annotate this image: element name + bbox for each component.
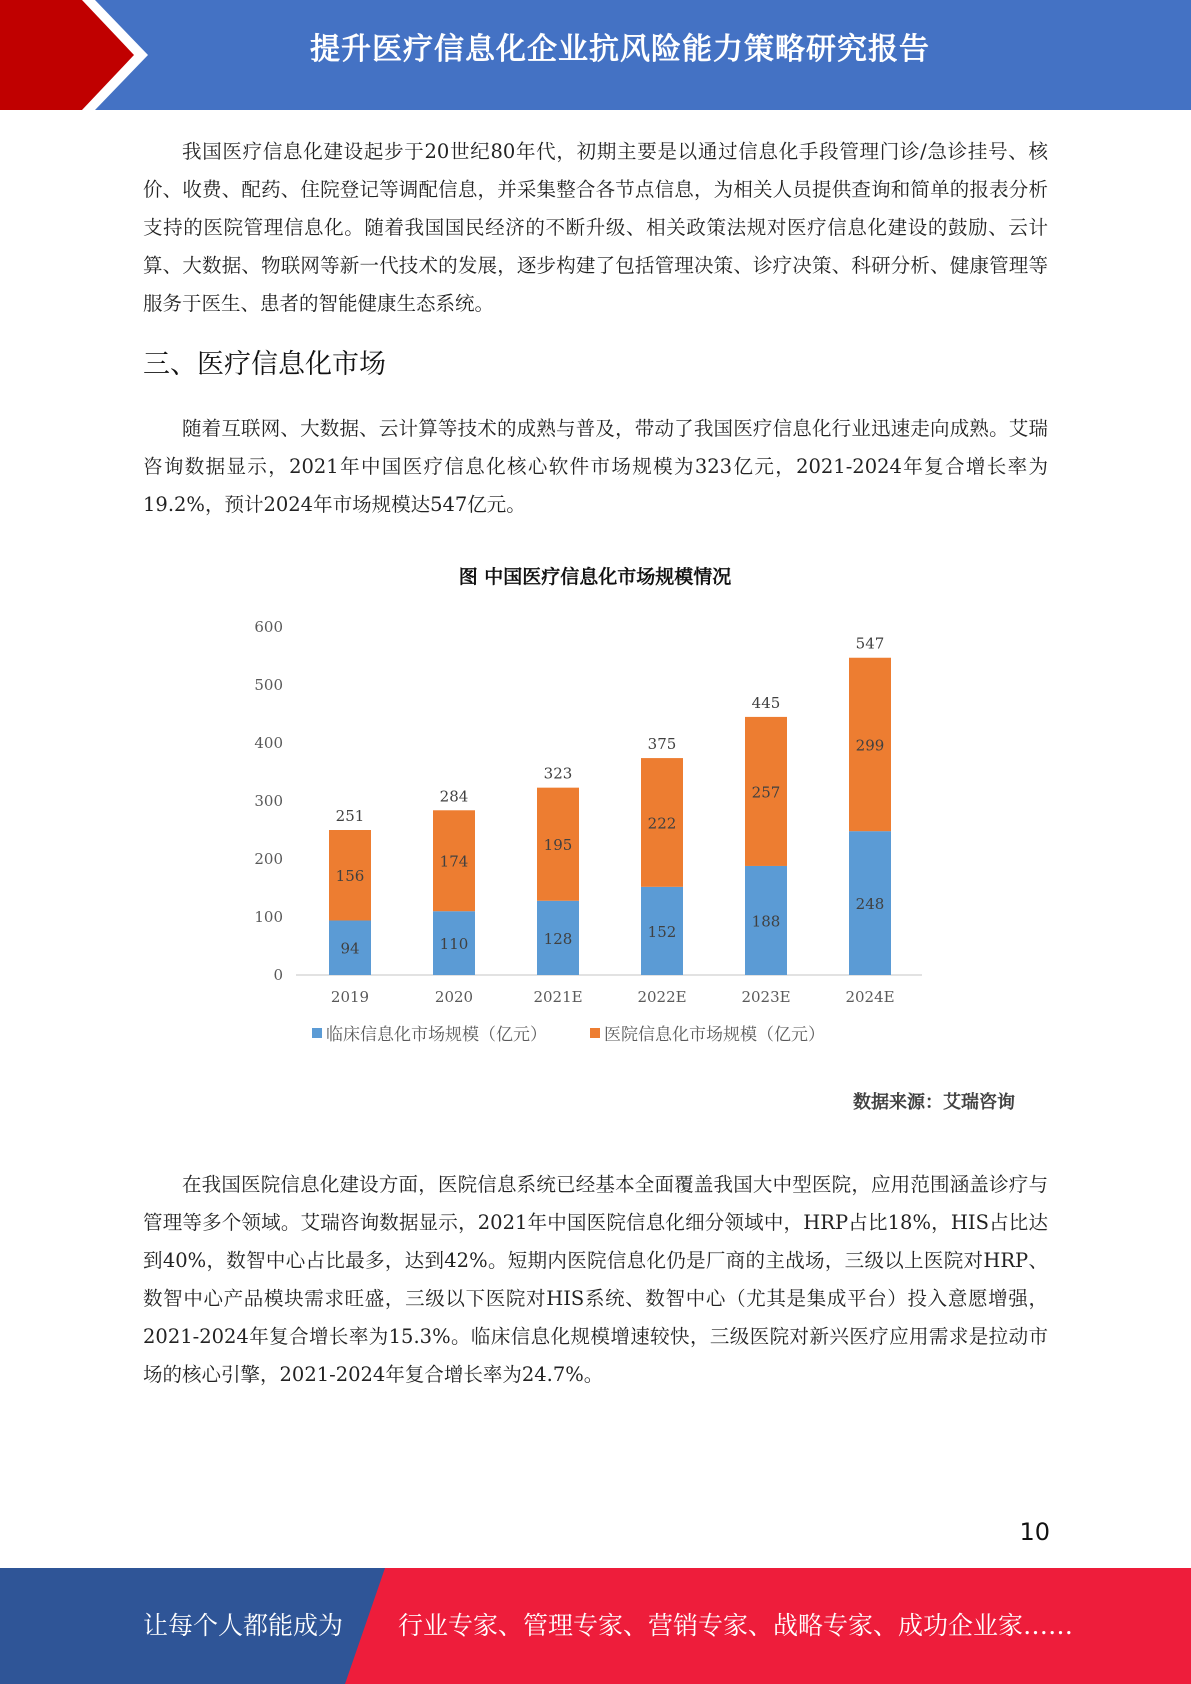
bar-value-label: 222 xyxy=(647,814,677,833)
section-heading: 三、医疗信息化市场 xyxy=(143,349,386,380)
x-tick-label: 2022E xyxy=(637,988,687,1006)
data-source-note: 数据来源：艾瑞咨询 xyxy=(853,1092,1015,1113)
paragraph-history: 我国医疗信息化建设起步于20世纪80年代，初期主要是以通过信息化手段管理门诊/急诊挂号、核价、收费、配药、住院登记等调配信息，并采集整合各节点信息，为相关人员提供查询和简单的报表分析支持的医院管理信息化。随着我国国民经济的不断升级、相关政策法规对医疗信息化建设的鼓励、云计算、大数据、物联网等新一代技术的发展，逐步构建了包括管理决策、诊疗决策、科研分析、健康管理等服务于医生、患者的智能健康生态系统。 xyxy=(143,140,1048,315)
x-tick-label: 2020 xyxy=(434,988,474,1006)
y-tick-label: 300 xyxy=(254,792,283,810)
y-tick-label: 600 xyxy=(254,618,283,636)
x-tick-label: 2019 xyxy=(330,988,370,1006)
page-footer xyxy=(0,1568,1191,1684)
bar-value-label: 128 xyxy=(543,929,573,948)
page-number: 10 xyxy=(1019,1518,1050,1546)
bar-total-label: 323 xyxy=(543,764,573,783)
bar-total-label: 445 xyxy=(751,693,781,712)
bar-value-label: 195 xyxy=(543,836,573,855)
header-title: 提升医疗信息化企业抗风险能力策略研究报告 xyxy=(310,32,930,67)
legend-item-clinical xyxy=(312,1020,547,1045)
chart-title: 图 中国医疗信息化市场规模情况 xyxy=(458,566,732,588)
stacked-bar-chart xyxy=(240,610,940,1015)
bar-total-label: 251 xyxy=(335,807,365,825)
legend-label-clinical: 临床信息化市场规模（亿元） xyxy=(326,1025,547,1045)
legend-swatch-clinical xyxy=(312,1028,322,1038)
y-tick-label: 400 xyxy=(254,734,283,752)
bar-value-label: 188 xyxy=(751,912,781,931)
bar-total-label: 375 xyxy=(647,735,677,754)
page-header xyxy=(0,0,1191,110)
x-tick-label: 2023E xyxy=(741,988,791,1006)
bar-value-label: 299 xyxy=(855,736,885,755)
bar-value-label: 174 xyxy=(439,852,469,871)
y-tick-label: 100 xyxy=(254,908,283,926)
paragraph-market: 随着互联网、大数据、云计算等技术的成熟与普及，带动了我国医疗信息化行业迅速走向成熟。艾瑞咨询数据显示，2021年中国医疗信息化核心软件市场规模为323亿元，2021-2024年复合增长率为19.2%，预计2024年市场规模达547亿元。 xyxy=(143,417,1048,516)
bar-value-label: 257 xyxy=(751,783,781,802)
legend-swatch-hospital xyxy=(590,1028,600,1038)
y-tick-label: 500 xyxy=(254,676,283,694)
y-tick-label: 200 xyxy=(254,850,283,868)
bar-value-label: 152 xyxy=(647,922,677,941)
bar-total-label: 547 xyxy=(855,634,885,653)
bar-value-label: 156 xyxy=(335,867,365,886)
legend-label-hospital: 医院信息化市场规模（亿元） xyxy=(604,1025,825,1045)
legend-item-hospital xyxy=(590,1020,825,1045)
x-tick-label: 2021E xyxy=(533,988,583,1006)
bar-value-label: 248 xyxy=(855,895,885,914)
y-tick-label: 0 xyxy=(273,966,283,984)
bar-total-label: 284 xyxy=(439,787,469,806)
x-tick-label: 2024E xyxy=(845,988,895,1006)
footer-slogan-right: 行业专家、管理专家、营销专家、战略专家、成功企业家…… xyxy=(398,1611,1074,1640)
chart-legend xyxy=(300,1020,920,1050)
paragraph-hospital-it: 在我国医院信息化建设方面，医院信息系统已经基本全面覆盖我国大中型医院，应用范围涵盖诊疗与管理等多个领域。艾瑞咨询数据显示，2021年中国医院信息化细分领域中，HRP占比18%，HIS占比达到40%，数智中心占比最多，达到42%。短期内医院信息化仍是厂商的主战场，三级以上医院对HRP、数智中心产品模块需求旺盛，三级以下医院对HIS系统、数智中心（尤其是集成平台）投入意愿增强，2021-2024年复合增长率为15.3%。临床信息化规模增速较快，三级医院对新兴医疗应用需求是拉动市场的核心引擎，2021-2024年复合增长率为24.7%。 xyxy=(143,1173,1048,1386)
bar-value-label: 110 xyxy=(439,935,469,954)
bar-value-label: 94 xyxy=(340,939,360,958)
footer-slogan-left: 让每个人都能成为 xyxy=(143,1611,344,1640)
